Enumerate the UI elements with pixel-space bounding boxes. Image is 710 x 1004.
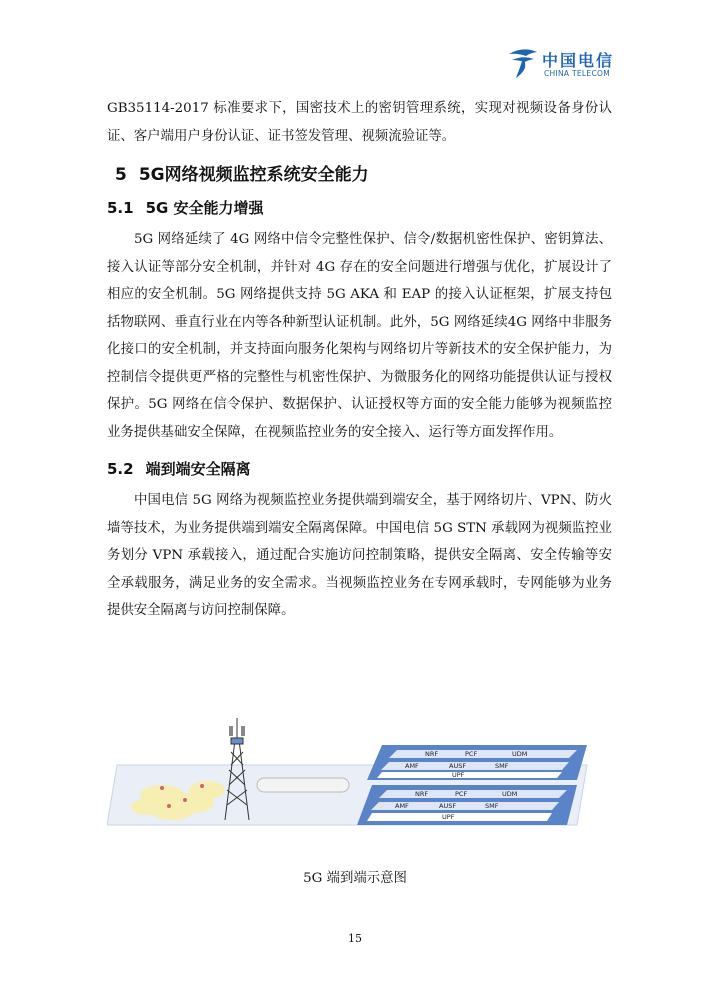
section-number: 5	[115, 165, 127, 185]
intro-paragraph: GB35114-2017 标准要求下，国密技术上的密钥管理系统，实现对视频设备身份认证、客户端用户身份认证、证书签发管理、视频流验证等。	[107, 101, 612, 144]
upf-label: UPF	[442, 813, 455, 821]
section-5-heading	[115, 160, 612, 185]
section-5-1-heading	[107, 197, 612, 218]
section-5-2-heading	[107, 458, 612, 479]
nf-label: SMF	[495, 762, 509, 770]
nf-label: UDM	[512, 750, 528, 758]
upf-label: UPF	[452, 771, 465, 779]
nf-label: SMF	[485, 802, 499, 810]
document-body	[107, 95, 612, 625]
page-number: 15	[348, 932, 362, 945]
section-5-2-paragraph: 中国电信 5G 网络为视频监控业务提供端到端安全，基于网络切片、VPN、防火墙等技术，为业务提供端到端安全隔离保障。中国电信 5G STN 承载网为视频监控业务划分 VPN 承载接入，通过配合实施访问控制策略，提供安全隔离、安全传输等安全承载服务，满足业务的安全需求。当视频监控业务在专网承载时，专网能够为业务提供安全隔离与访问控制保障。	[107, 493, 612, 618]
china-telecom-logo	[506, 42, 636, 84]
subsection-title: 5G 安全能力增强	[145, 199, 264, 217]
nf-label: UDM	[502, 790, 518, 798]
nf-label: AMF	[395, 802, 409, 810]
diagram-canvas	[107, 710, 603, 830]
nf-label: AUSF	[449, 762, 467, 770]
china-telecom-emblem-icon	[506, 44, 540, 80]
nf-label: PCF	[455, 790, 468, 798]
section-5-1-paragraph: 5G 网络延续了 4G 网络中信令完整性保护、信令/数据机密性保护、密钥算法、接入认证等部分安全机制，并针对 4G 存在的安全问题进行增强与优化，扩展设计了相应的安全机制。5G 网络提供支持 5G AKA 和 EAP 的接入认证框架，扩展支持包括物联网、垂直行业在内等各种新型认证机制。此外，5G 网络延续4G 网络中非服务化接口的安全机制，并支持面向服务化架构与网络切片等新技术的安全保护能力，为控制信令提供更严格的完整性与机密性保护、为微服务化的网络功能提供认证与授权保护。5G 网络在信令保护、数据保护、认证授权等方面的安全能力能够为视频监控业务提供基础安全保障，在视频监控业务的安全接入、运行等方面发挥作用。	[107, 232, 612, 440]
logo-english-text: CHINA TELECOM	[544, 69, 610, 78]
figure-caption: 5G 端到端示意图	[303, 871, 407, 886]
nf-label: AUSF	[439, 802, 457, 810]
subsection-title: 端到端安全隔离	[145, 460, 251, 478]
nf-label: NRF	[415, 790, 429, 798]
nf-label: NRF	[425, 750, 439, 758]
end-to-end-diagram	[107, 710, 603, 830]
subsection-number: 5.1	[107, 199, 134, 217]
logo-chinese-text: 中国电信	[542, 51, 615, 70]
subsection-number: 5.2	[107, 460, 134, 478]
nf-label: PCF	[465, 750, 478, 758]
section-title: 5G网络视频监控系统安全能力	[138, 165, 369, 185]
nf-label: AMF	[405, 762, 419, 770]
